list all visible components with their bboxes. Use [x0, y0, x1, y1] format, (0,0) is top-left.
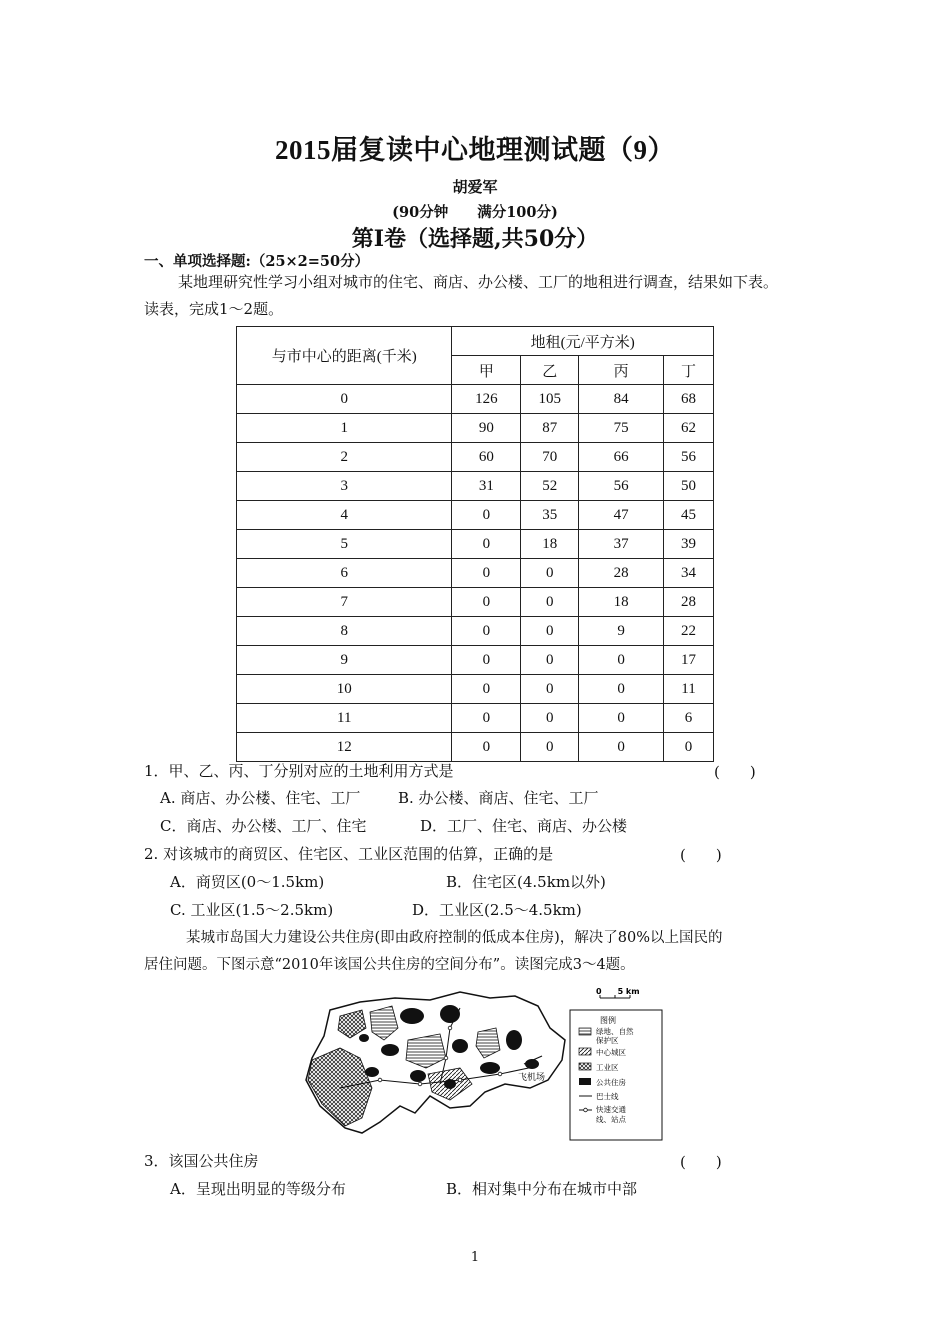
- rent-cell: 70: [521, 443, 579, 472]
- rent-cell: 66: [579, 443, 664, 472]
- scale-label: 0 5 km: [596, 988, 640, 996]
- rent-cell: 0: [579, 704, 664, 733]
- distance-cell: 1: [237, 414, 452, 443]
- legend-green-label-2: 保护区: [596, 1036, 619, 1045]
- distance-cell: 3: [237, 472, 452, 501]
- legend-green-swatch: [579, 1028, 591, 1035]
- legend-mrt-label-2: 线、站点: [596, 1115, 626, 1124]
- distance-cell: 0: [237, 385, 452, 414]
- rent-cell: 62: [664, 414, 714, 443]
- rent-cell: 0: [452, 733, 521, 762]
- q1-stem: 1．甲、乙、丙、丁分别对应的土地利用方式是: [144, 762, 454, 780]
- rent-cell: 0: [579, 733, 664, 762]
- rent-cell: 28: [664, 588, 714, 617]
- rent-cell: 0: [521, 733, 579, 762]
- legend-mrt-label-1: 快速交通: [596, 1105, 626, 1114]
- rent-cell: 60: [452, 443, 521, 472]
- rent-cell: 31: [452, 472, 521, 501]
- q1-option-c: C．商店、办公楼、工厂、住宅: [160, 817, 367, 835]
- rent-cell: 0: [521, 646, 579, 675]
- table-row: [237, 559, 714, 588]
- q2-stem: 2. 对该城市的商贸区、住宅区、工业区范围的估算，正确的是: [144, 845, 554, 863]
- distance-cell: 11: [237, 704, 452, 733]
- q3-option-b: B．相对集中分布在城市中部: [446, 1180, 638, 1198]
- rent-cell: 0: [579, 646, 664, 675]
- rent-cell: 90: [452, 414, 521, 443]
- q1-answer-blank: ( ): [714, 763, 756, 781]
- rent-cell: 56: [664, 443, 714, 472]
- rent-cell: 0: [452, 501, 521, 530]
- section-heading: 一、单项选择题:（25×2=50分）: [144, 253, 370, 270]
- table-subheader-yi: 乙: [521, 356, 579, 385]
- distance-cell: 5: [237, 530, 452, 559]
- q2-answer-blank: ( ): [680, 846, 722, 864]
- rent-cell: 0: [579, 675, 664, 704]
- table-row: [237, 414, 714, 443]
- table-row: [237, 472, 714, 501]
- distance-cell: 8: [237, 617, 452, 646]
- rent-cell: 126: [452, 385, 521, 414]
- page-title: 2015届复读中心地理测试题（9）: [275, 135, 675, 165]
- page-number: 1: [470, 1250, 480, 1265]
- rent-cell: 0: [521, 704, 579, 733]
- legend-industrial-label: 工业区: [596, 1063, 619, 1072]
- distance-cell: 9: [237, 646, 452, 675]
- distance-cell: 12: [237, 733, 452, 762]
- part-heading: 第Ⅰ卷（选择题,共50分）: [351, 226, 599, 252]
- author-name: 胡爱军: [452, 178, 498, 196]
- q2-option-b: B．住宅区(4.5km以外): [446, 873, 606, 891]
- table-row: [237, 646, 714, 675]
- rent-cell: 0: [521, 588, 579, 617]
- table-subheader-ding: 丁: [664, 356, 714, 385]
- table-header-rent: 地租(元/平方米): [452, 327, 714, 356]
- table-row: [237, 733, 714, 762]
- section2-intro-line-2: 居住问题。下图示意“2010年该国公共住房的空间分布”。读图完成3～4题。: [144, 957, 635, 973]
- section2-intro-line-1: 某城市岛国大力建设公共住房(即由政府控制的低成本住房)，解决了80%以上国民的: [186, 930, 723, 946]
- rent-cell: 0: [452, 588, 521, 617]
- map-figure: [300, 988, 670, 1143]
- q2-option-d: D．工业区(2.5～4.5km): [412, 901, 582, 919]
- exam-time-info: (90分钟 满分100分): [392, 204, 558, 221]
- rent-cell: 68: [664, 385, 714, 414]
- rent-cell: 105: [521, 385, 579, 414]
- table-row: [237, 501, 714, 530]
- rent-cell: 0: [521, 675, 579, 704]
- rent-cell: 28: [579, 559, 664, 588]
- rent-cell: 0: [452, 617, 521, 646]
- q3-stem: 3．该国公共住房: [144, 1152, 259, 1170]
- legend-title: 图例: [600, 1016, 616, 1025]
- distance-cell: 2: [237, 443, 452, 472]
- airport-label: 飞机场: [518, 1073, 546, 1083]
- q1-option-a: A. 商店、办公楼、住宅、工厂: [160, 789, 361, 807]
- legend-central-label: 中心城区: [596, 1048, 626, 1057]
- land-rent-table: [236, 326, 714, 762]
- q2-option-a: A．商贸区(0～1.5km): [170, 873, 325, 891]
- table-row: [237, 617, 714, 646]
- intro-paragraph-line-2: 读表，完成1～2题。: [144, 300, 284, 318]
- q1-option-b: B. 办公楼、商店、住宅、工厂: [398, 789, 599, 807]
- table-header-distance: 与市中心的距离(千米): [237, 327, 452, 385]
- table-row: [237, 385, 714, 414]
- rent-cell: 0: [452, 675, 521, 704]
- distance-cell: 7: [237, 588, 452, 617]
- rent-cell: 35: [521, 501, 579, 530]
- rent-cell: 47: [579, 501, 664, 530]
- distance-cell: 10: [237, 675, 452, 704]
- rent-cell: 18: [579, 588, 664, 617]
- legend-industrial-swatch: [579, 1063, 591, 1070]
- table-row: [237, 530, 714, 559]
- table-row: [237, 704, 714, 733]
- rent-cell: 0: [452, 704, 521, 733]
- table-row: [237, 443, 714, 472]
- distance-cell: 6: [237, 559, 452, 588]
- rent-cell: 9: [579, 617, 664, 646]
- q2-option-c: C. 工业区(1.5～2.5km): [170, 901, 334, 919]
- public-housing-map: [300, 988, 670, 1143]
- distance-cell: 4: [237, 501, 452, 530]
- q1-option-d: D．工厂、住宅、商店、办公楼: [420, 817, 628, 835]
- intro-paragraph-line-1: 某地理研究性学习小组对城市的住宅、商店、办公楼、工厂的地租进行调查，结果如下表。: [178, 273, 779, 291]
- rent-cell: 84: [579, 385, 664, 414]
- rent-cell: 45: [664, 501, 714, 530]
- rent-cell: 56: [579, 472, 664, 501]
- legend-housing-label: 公共住房: [596, 1078, 626, 1087]
- table-subheader-jia: 甲: [452, 356, 521, 385]
- rent-cell: 50: [664, 472, 714, 501]
- table-row: [237, 675, 714, 704]
- rent-cell: 17: [664, 646, 714, 675]
- rent-cell: 39: [664, 530, 714, 559]
- rent-cell: 22: [664, 617, 714, 646]
- rent-cell: 37: [579, 530, 664, 559]
- legend-bus-label: 巴士线: [596, 1092, 619, 1101]
- rent-cell: 0: [664, 733, 714, 762]
- rent-cell: 0: [452, 530, 521, 559]
- rent-cell: 11: [664, 675, 714, 704]
- q3-option-a: A．呈现出明显的等级分布: [170, 1180, 346, 1198]
- legend-green-label-1: 绿地、自然: [596, 1027, 634, 1036]
- rent-cell: 52: [521, 472, 579, 501]
- rent-cell: 6: [664, 704, 714, 733]
- legend-central-swatch: [579, 1048, 591, 1055]
- q3-answer-blank: ( ): [680, 1153, 722, 1171]
- rent-cell: 87: [521, 414, 579, 443]
- table-row: [237, 588, 714, 617]
- legend-housing-swatch: [579, 1078, 591, 1085]
- rent-cell: 34: [664, 559, 714, 588]
- rent-cell: 0: [521, 559, 579, 588]
- rent-cell: 0: [452, 559, 521, 588]
- rent-cell: 75: [579, 414, 664, 443]
- rent-cell: 0: [452, 646, 521, 675]
- rent-cell: 18: [521, 530, 579, 559]
- table-subheader-bing: 丙: [579, 356, 664, 385]
- rent-cell: 0: [521, 617, 579, 646]
